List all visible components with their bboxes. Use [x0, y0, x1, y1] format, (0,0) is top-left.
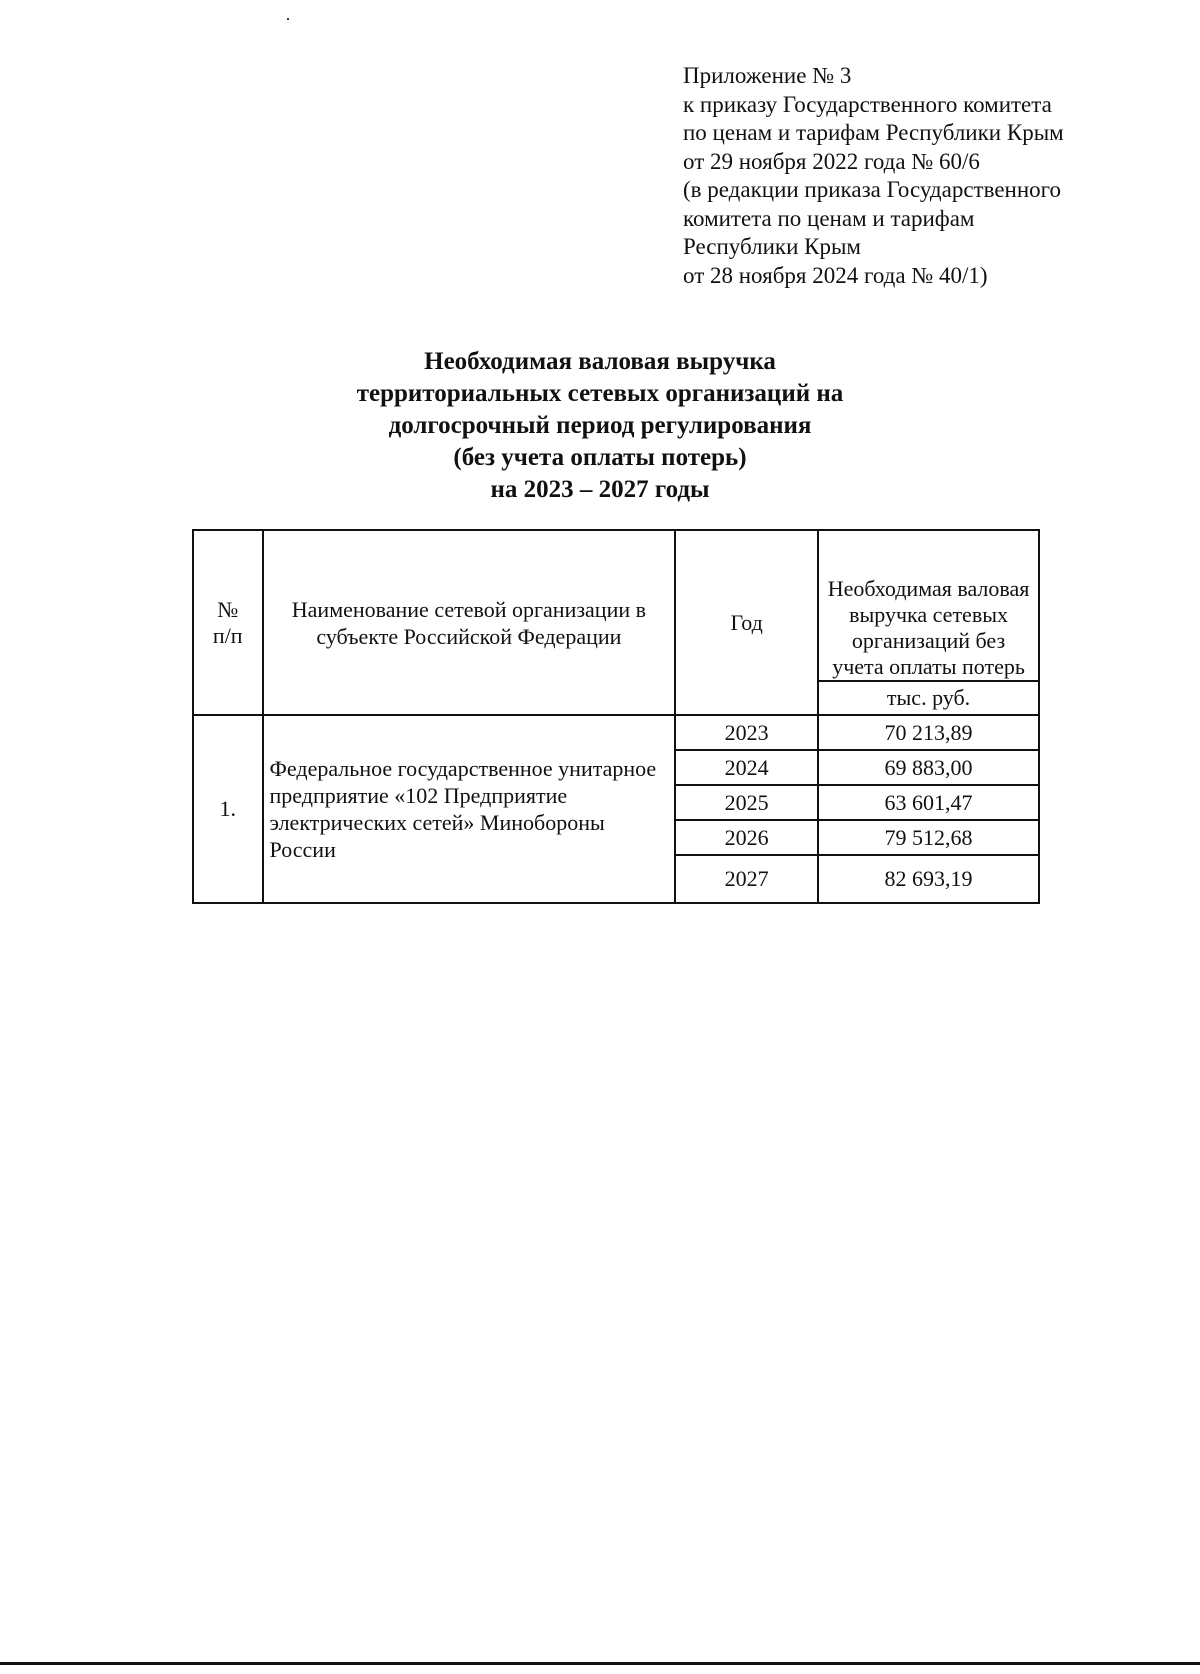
revenue-cell: 63 601,47 — [818, 785, 1039, 820]
appendix-line: по ценам и тарифам Республики Крым — [683, 120, 1064, 145]
row-organization-name: Федеральное государственное унитарное предприятие «102 Предприятие электрических сетей» Минобороны России — [263, 715, 676, 903]
scan-speck — [287, 18, 289, 20]
header-unit: тыс. руб. — [818, 681, 1039, 715]
appendix-line: (в редакции приказа Государственного — [683, 177, 1062, 202]
appendix-line: к приказу Государственного комитета — [683, 91, 1052, 117]
appendix-line: Приложение № 3 — [683, 63, 852, 88]
year-cell: 2027 — [675, 855, 818, 903]
document-title — [250, 346, 950, 506]
header-year: Год — [675, 530, 818, 715]
header-revenue: Необходимая валовая выручка сетевых организаций без учета оплаты потерь — [818, 530, 1039, 681]
appendix-line: Республики Крым — [683, 234, 861, 259]
title-line: Необходимая валовая выручка — [424, 348, 776, 375]
revenue-cell: 82 693,19 — [818, 855, 1039, 903]
title-line: долгосрочный период регулирования — [388, 412, 812, 439]
table-row — [193, 715, 1039, 750]
appendix-line: от 29 ноября 2022 года № 60/6 — [683, 148, 980, 174]
header-number-line2: п/п — [212, 622, 243, 648]
header-number — [193, 530, 263, 715]
year-cell: 2024 — [675, 750, 818, 785]
appendix-line: комитета по ценам и тарифам — [683, 205, 975, 231]
header-number-line1: № — [217, 596, 239, 622]
revenue-cell: 70 213,89 — [818, 715, 1039, 750]
title-line: (без учета оплаты потерь) — [453, 444, 747, 471]
title-line: на 2023 – 2027 годы — [490, 476, 710, 503]
header-organization-name: Наименование сетевой организации в субъекте Российской Федерации — [263, 530, 676, 715]
row-number: 1. — [193, 715, 263, 903]
revenue-cell: 79 512,68 — [818, 820, 1039, 855]
page-bottom-rule — [0, 1662, 1200, 1665]
appendix-line: от 28 ноября 2024 года № 40/1) — [683, 262, 988, 288]
year-cell: 2026 — [675, 820, 818, 855]
appendix-header — [683, 62, 1103, 290]
year-cell: 2023 — [675, 715, 818, 750]
revenue-cell: 69 883,00 — [818, 750, 1039, 785]
year-cell: 2025 — [675, 785, 818, 820]
table-header-row — [193, 530, 1039, 681]
title-line: территориальных сетевых организаций на — [356, 380, 844, 407]
revenue-table — [192, 529, 1040, 904]
